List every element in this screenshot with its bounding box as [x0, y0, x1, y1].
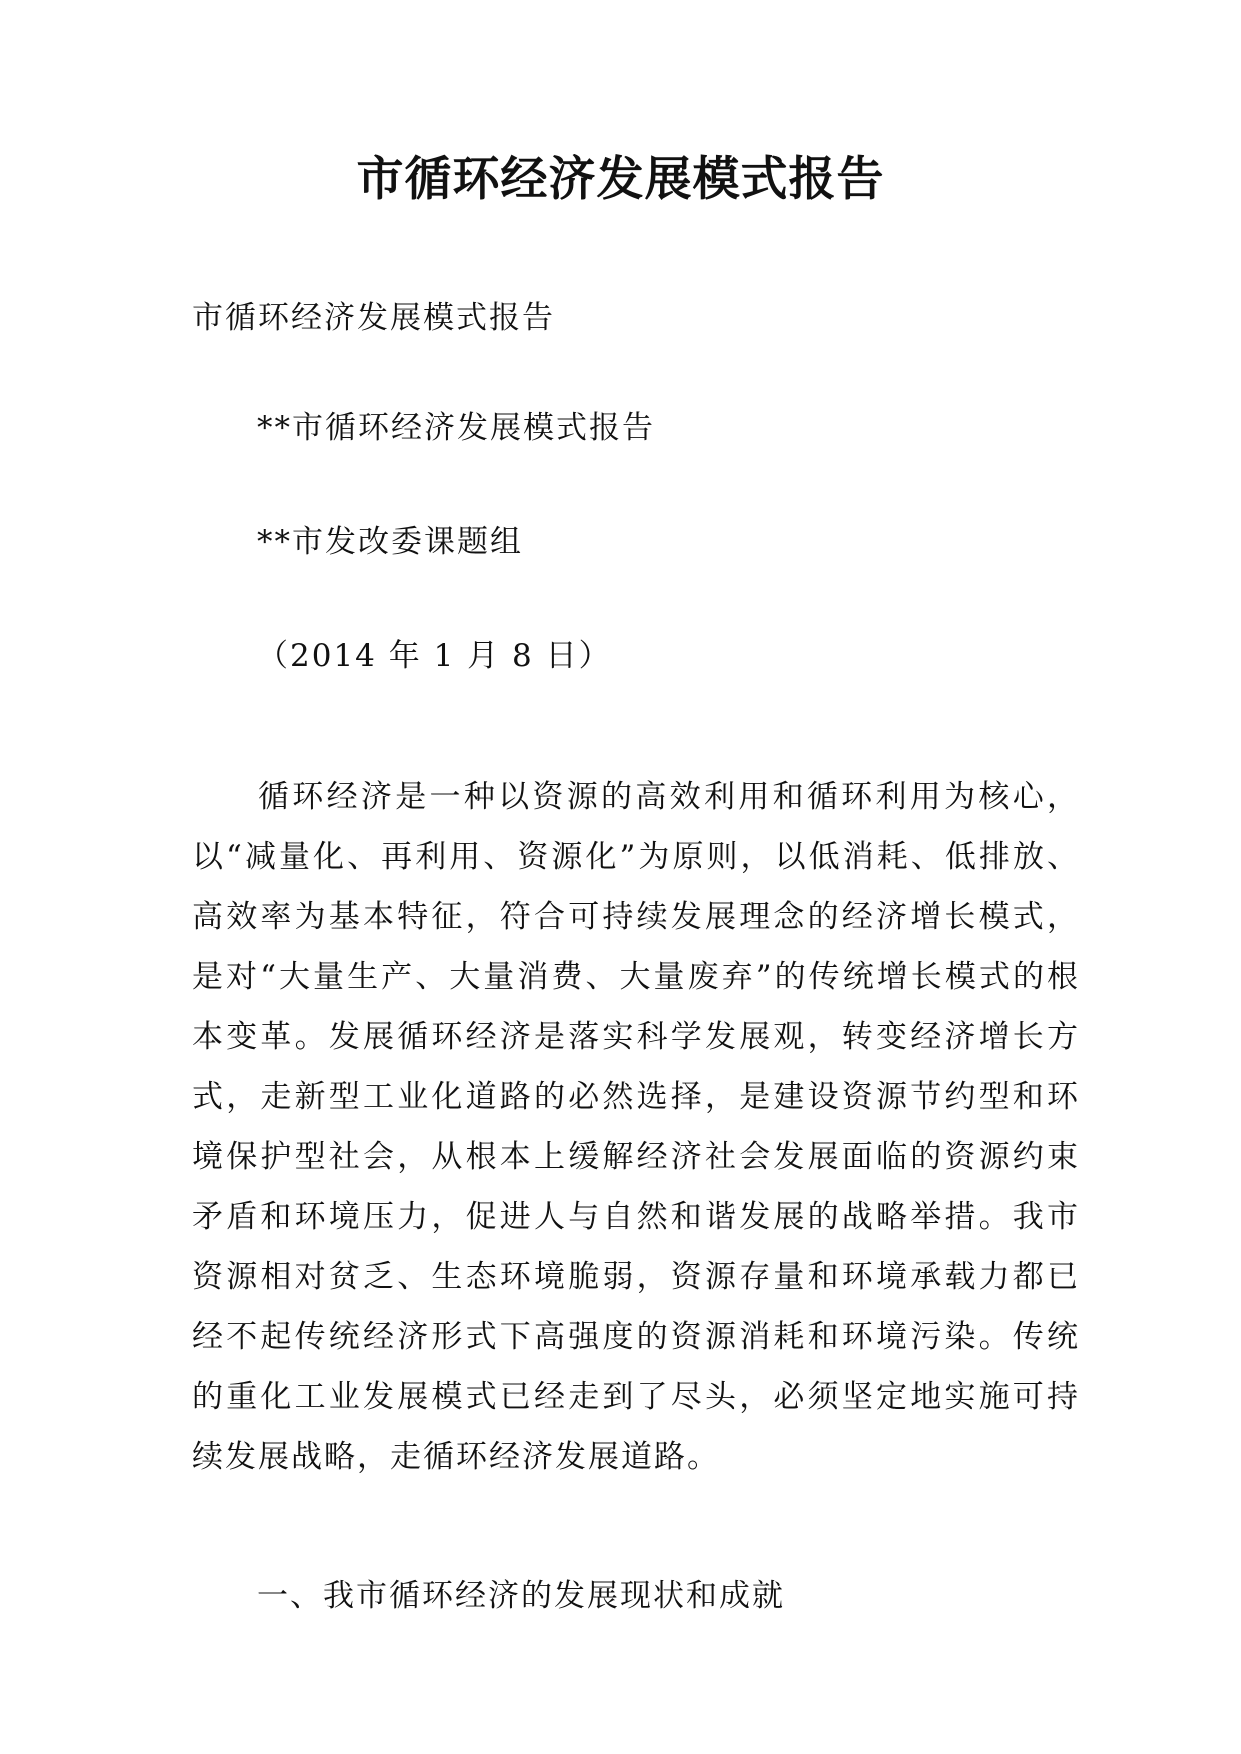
- section-heading: 一、我市循环经济的发展现状和成就: [257, 1578, 785, 1614]
- date-line: （2014 年 1 月 8 日）: [257, 638, 612, 674]
- report-title-line: **市循环经济发展模式报告: [257, 410, 655, 446]
- author-line: **市发改委课题组: [257, 524, 523, 560]
- body-paragraph: 循环经济是一种以资源的高效利用和循环利用为核心，以“减量化、再利用、资源化”为原则，以低消耗、低排放、高效率为基本特征，符合可持续发展理念的经济增长模式，是对“大量生产、大量消费、大量废弃”的传统增长模式的根本变革。发展循环经济是落实科学发展观，转变经济增长方式，走新型工业化道路的必然选择，是建设资源节约型和环境保护型社会，从根本上缓解经济社会发展面临的资源约束矛盾和环境压力，促进人与自然和谐发展的战略举措。我市资源相对贫乏、生态环境脆弱，资源存量和环境承载力都已经不起传统经济形式下高强度的资源消耗和环境污染。传统的重化工业发展模式已经走到了尽头，必须坚定地实施可持续发展战略，走循环经济发展道路。: [192, 779, 1080, 1475]
- document-title: 市循环经济发展模式报告: [356, 152, 885, 207]
- document-subtitle: 市循环经济发展模式报告: [192, 300, 555, 336]
